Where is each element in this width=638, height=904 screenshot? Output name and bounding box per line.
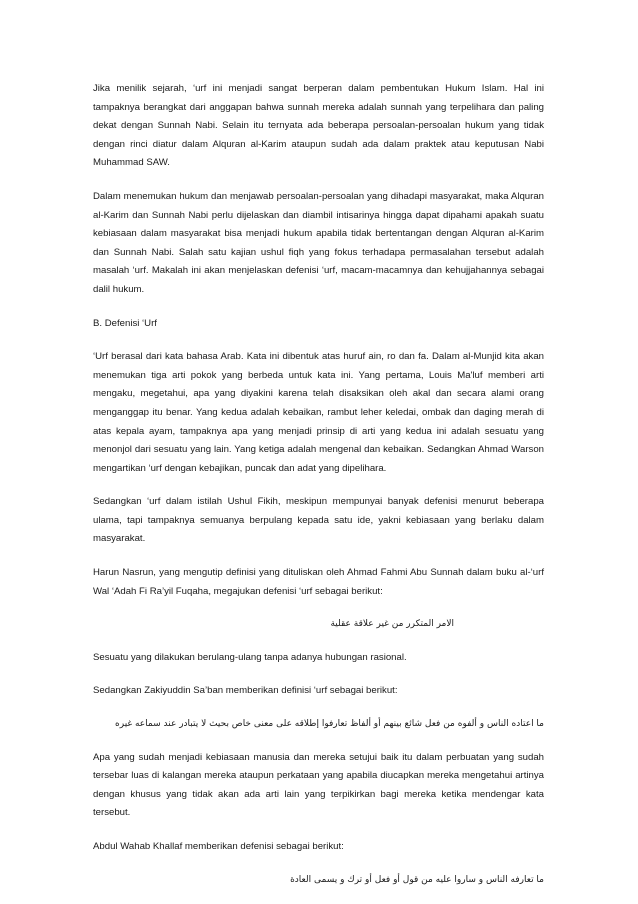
paragraph-translation-2: Apa yang sudah menjadi kebiasaan manusia dan mereka setujui baik itu dalam perbuatan yang sudah tersebar luas di kalangan mereka ataupun perkataan yang apabila diucapkan mereka mengetahui artinya dengan khusus yang tidak akan ada arti lain yang terpikirkan bagi mereka ketika mendengar kata tersebut. xyxy=(93,751,544,819)
paragraph-history: Jika menilik sejarah, ‘urf ini menjadi sangat berperan dalam pembentukan Hukum Islam. Hal ini tampaknya berangkat dari anggapan bahwa sunnah mereka adalah sunnah yang terpelihara dan paling dekat dengan Sunnah Nabi. Selain itu ternyata ada beberapa persoalan-persoalan hukum yang tidak dengan rinci diatur dalam Alquran al-Karim ataupun sudah ada dalam praktek atau keputusan Nabi Muhammad SAW. xyxy=(93,83,544,169)
paragraph-zakiyuddin: Sedangkan Zakiyuddin Sa’ban memberikan definisi ‘urf sebagai berikut: xyxy=(93,685,398,697)
arabic-quote-1: الامر المتكرر من غير علاقة عقلية xyxy=(330,619,454,630)
arabic-quote-3-wrap xyxy=(93,871,544,890)
arabic-quote-2-wrap xyxy=(93,715,544,734)
paragraph-ushul-fikih: Sedangkan ‘urf dalam istilah Ushul Fikih, meskipun mempunyai banyak defenisi menurut beberapa ulama, tapi tampaknya semuanya berpulang kepada satu ide, yakni kebiasaan yang berlaku dalam masyarakat. xyxy=(93,496,544,545)
section-heading-defenisi-urf: B. Defenisi ‘Urf xyxy=(93,317,157,329)
arabic-quote-2: ما اعتاده الناس و ألفوه من فعل شائع بينهم أو ألفاظ تعارفوا إطلاقه على معنى خاص بحيث لا يتبادر عند سماعه غيره xyxy=(115,719,544,730)
paragraph-problem: Dalam menemukan hukum dan menjawab persoalan-persoalan yang dihadapi masyarakat, maka Alquran al-Karim dan Sunnah Nabi perlu dijelaskan dan diambil intisarinya hingga dapat dipahami apakah suatu kebiasaan dalam masyarakat bisa menjadi hukum apabila tidak bertentangan dengan Alquran al-Karim dan Sunnah Nabi. Salah satu kajian ushul fiqh yang fokus terhadapa permasalahan tersebut adalah masalah ‘urf. Makalah ini akan menjelaskan defenisi ‘urf, macam-macamnya dan kehujjahannya sebagai dalil hukum. xyxy=(93,190,544,295)
document-page xyxy=(93,80,544,904)
paragraph-etymology: ‘Urf berasal dari kata bahasa Arab. Kata ini dibentuk atas huruf ain, ro dan fa. Dalam al-Munjid kita akan menemukan tiga arti pokok yang berbeda untuk kata ini. Yang pertama, Louis Ma'luf memberi arti mengaku, megetahui, apa yang diyakini karena telah disaksikan oleh akal dan secara alami orang menganggap itu benar. Yang kedua adalah kebaikan, rambut leher keledai, ombak dan daging merah di atas kepala ayam, tampaknya apa yang menjadi prinsip di arti yang kedua ini adalah sesuatu yang menonjol dari sesuatu yang lain. Yang ketiga adalah mengenal dan kebaikan. Sedangkan Ahmad Warson mengartikan ‘urf dengan kebajikan, puncak dan adat yang dipelihara. xyxy=(93,351,544,474)
paragraph-abdul-wahab: Abdul Wahab Khallaf memberikan defenisi sebagai berikut: xyxy=(93,841,344,852)
paragraph-harun-nasrun: Harun Nasrun, yang mengutip definisi yang dituliskan oleh Ahmad Fahmi Abu Sunnah dalam buku al-‘urf Wal ‘Adah Fi Ra’yil Fuqaha, megajukan defenisi ‘urf sebagai berikut: xyxy=(93,567,544,597)
paragraph-translation-1: Sesuatu yang dilakukan berulang-ulang tanpa adanya hubungan rasional. xyxy=(93,651,407,663)
arabic-quote-3: ما تعارفه الناس و ساروا عليه من قول أو فعل أو ترك و يسمى العادة xyxy=(290,874,544,885)
arabic-quote-1-wrap xyxy=(93,615,544,634)
